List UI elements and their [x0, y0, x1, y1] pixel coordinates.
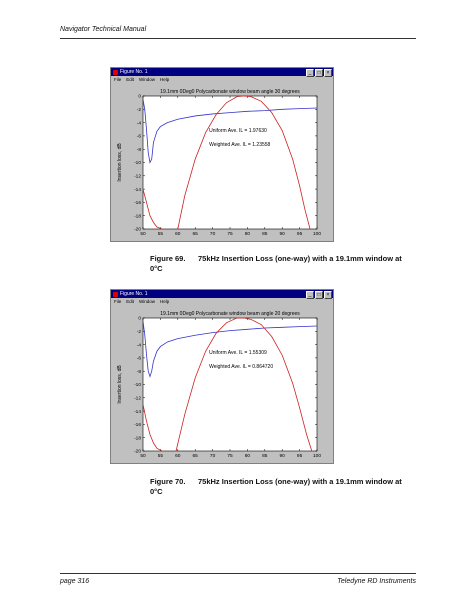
menu-help[interactable]: Help — [160, 299, 170, 304]
plot-area — [143, 96, 317, 229]
menu-bar — [111, 76, 333, 83]
y-tick-label: -4 — [136, 343, 141, 349]
window-title: Figure No. 1 — [120, 291, 148, 297]
x-tick-label: 55 — [157, 454, 164, 459]
y-tick-label: -20 — [134, 449, 141, 455]
menu-window[interactable]: Window — [139, 299, 156, 304]
x-tick-label: 65 — [192, 454, 198, 459]
y-tick-label: -18 — [134, 436, 141, 442]
menu-bar — [111, 298, 333, 305]
chart-annotation: Weighted Ave. IL = 0.864720 — [209, 363, 274, 370]
x-tick-label: 95 — [296, 232, 303, 237]
window-titlebar — [111, 68, 333, 76]
maximize-button[interactable]: □ — [315, 69, 323, 77]
caption-number: Figure 69. — [150, 254, 186, 263]
x-tick-label: 85 — [262, 454, 268, 459]
menu-help[interactable]: Help — [160, 77, 170, 82]
y-tick-label: -12 — [134, 396, 141, 402]
y-tick-label: -10 — [134, 161, 141, 167]
footer-company: Teledyne RD Instruments — [337, 578, 416, 585]
chart-annotation: Weighted Ave. IL = 1.23558 — [209, 141, 271, 148]
close-button[interactable]: × — [324, 69, 332, 77]
x-tick-label: 100 — [312, 232, 322, 237]
insertion-loss-chart-2 — [111, 305, 333, 463]
y-tick-label: -14 — [134, 187, 141, 193]
x-tick-label: 65 — [192, 232, 198, 237]
footer-rule — [60, 573, 416, 574]
figure-window-1 — [110, 67, 334, 242]
y-tick-label: -8 — [136, 369, 141, 375]
figure-window-2 — [110, 289, 334, 464]
running-header: Navigator Technical Manual — [60, 26, 147, 33]
y-tick-label: -4 — [136, 121, 141, 127]
caption-text: 75kHz Insertion Loss (one-way) with a 19.1mm window at 0°C — [150, 254, 402, 273]
figure-caption-70 — [150, 477, 410, 497]
menu-edit[interactable]: Edit — [126, 77, 135, 82]
footer-page-number: page 316 — [60, 578, 90, 585]
y-tick-label: -20 — [134, 227, 141, 233]
x-tick-label: 60 — [175, 454, 181, 459]
x-tick-label: 55 — [157, 232, 164, 237]
x-tick-label: 90 — [279, 232, 285, 237]
x-tick-label: 75 — [227, 232, 233, 237]
y-axis-label: Insertion loss, dB — [117, 365, 123, 404]
x-tick-label: 85 — [262, 232, 268, 237]
x-tick-label: 50 — [140, 232, 146, 237]
y-tick-label: -16 — [134, 201, 141, 207]
x-tick-label: 70 — [209, 454, 216, 459]
x-tick-label: 70 — [209, 232, 216, 237]
plot-area — [143, 318, 317, 451]
y-tick-label: 0 — [138, 94, 141, 100]
x-tick-label: 80 — [244, 454, 251, 459]
chart-title: 19.1mm 0Deg0 Polycarbonate window beam angle 30 degrees — [160, 89, 300, 95]
y-tick-label: -14 — [134, 409, 141, 415]
matlab-app-icon — [113, 292, 118, 297]
matlab-app-icon — [113, 70, 118, 75]
menu-window[interactable]: Window — [139, 77, 156, 82]
caption-number: Figure 70. — [150, 477, 186, 486]
x-tick-label: 50 — [140, 454, 146, 459]
y-tick-label: -10 — [134, 383, 141, 389]
x-tick-label: 75 — [227, 454, 233, 459]
y-tick-label: -2 — [136, 330, 141, 335]
close-button[interactable]: × — [324, 291, 332, 299]
chart-annotation: Uniform Ave. IL = 1.55309 — [209, 349, 267, 356]
y-tick-label: -8 — [136, 147, 141, 153]
y-tick-label: -6 — [136, 134, 141, 140]
header-rule — [60, 38, 416, 39]
minimize-button[interactable]: _ — [306, 69, 314, 77]
maximize-button[interactable]: □ — [315, 291, 323, 299]
x-tick-label: 90 — [279, 454, 285, 459]
menu-edit[interactable]: Edit — [126, 299, 135, 304]
y-tick-label: 0 — [138, 316, 141, 322]
x-tick-label: 95 — [296, 454, 303, 459]
figure-caption-69 — [150, 254, 410, 274]
minimize-button[interactable]: _ — [306, 291, 314, 299]
y-tick-label: -6 — [136, 356, 141, 362]
y-tick-label: -18 — [134, 214, 141, 220]
x-tick-label: 60 — [175, 232, 181, 237]
y-axis-label: Insertion loss, dB — [117, 143, 123, 182]
menu-file[interactable]: File — [114, 77, 122, 82]
caption-text: 75kHz Insertion Loss (one-way) with a 19.1mm window at 0°C — [150, 477, 402, 496]
x-tick-label: 100 — [312, 454, 322, 459]
y-tick-label: -2 — [136, 108, 141, 113]
menu-file[interactable]: File — [114, 299, 122, 304]
y-tick-label: -12 — [134, 174, 141, 180]
insertion-loss-chart-1 — [111, 83, 333, 241]
chart-annotation: Uniform Ave. IL = 1.97630 — [209, 127, 267, 134]
window-title: Figure No. 1 — [120, 69, 148, 75]
chart-title: 19.1mm 0Deg0 Polycarbonate window beam angle 20 degrees — [160, 311, 300, 317]
window-titlebar — [111, 290, 333, 298]
x-tick-label: 80 — [244, 232, 251, 237]
y-tick-label: -16 — [134, 423, 141, 429]
